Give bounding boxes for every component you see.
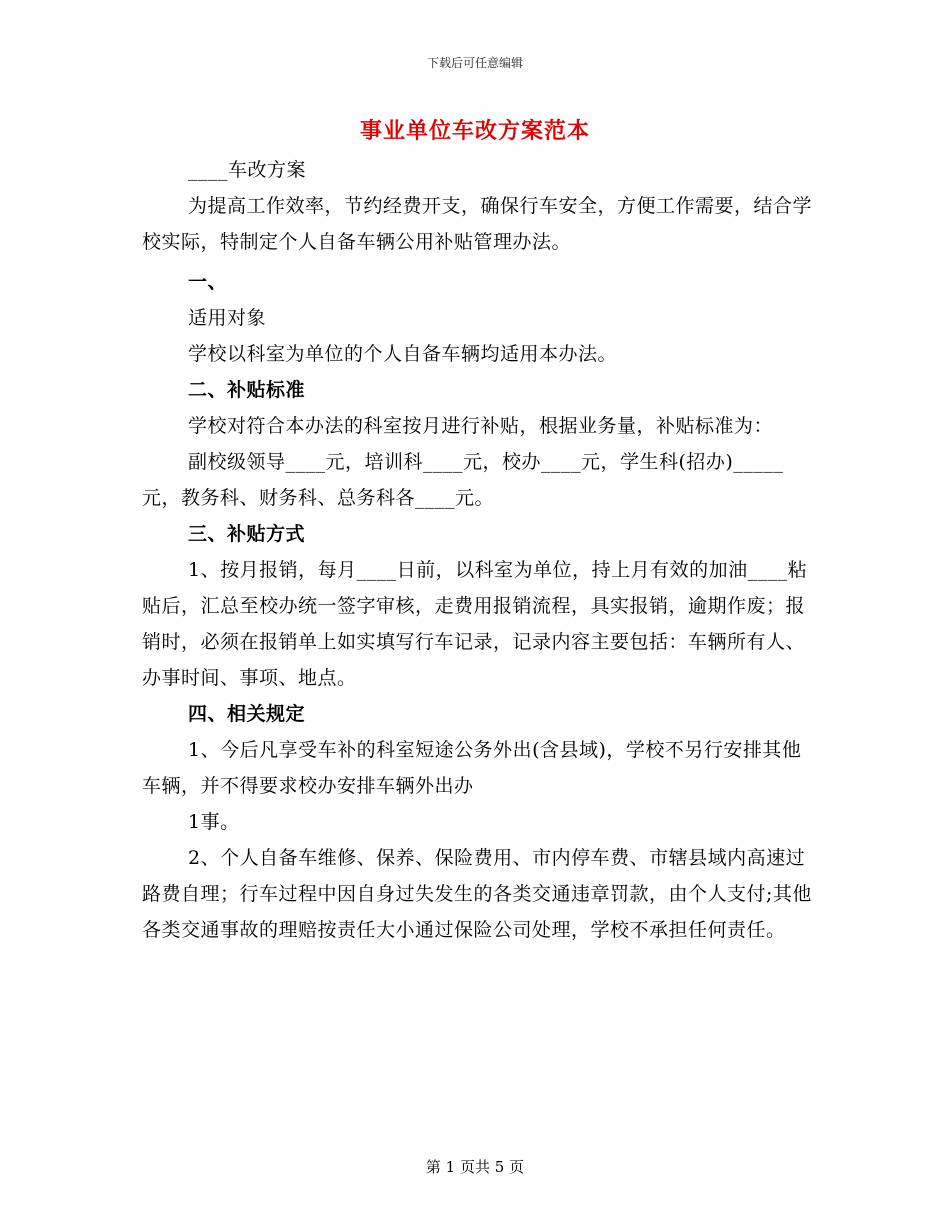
paragraph-rule-two: 2、个人自备车维修、保养、保险费用、市内停车费、市辖县域内高速过路费自理；行车过程中因自身过失发生的各类交通违章罚款，由个人支付;其他各类交通事故的理赔按责任大小通过保险公司处理，学校不承担任何责任。 xyxy=(142,847,812,941)
paragraph-standard: 学校对符合本办法的科室按月进行补贴，根据业务量，补贴标准为： xyxy=(188,415,774,437)
section-heading-four: 四、相关规定 xyxy=(188,703,306,725)
paragraph-amounts: 副校级领导____元，培训科____元，校办____元，学生科(招办)_____元，教务科、财务科、总务科各____元。 xyxy=(142,451,784,509)
page-number: 第 1 页共 5 页 xyxy=(425,1158,525,1176)
paragraph-rule-one-cont: 1事。 xyxy=(188,811,240,833)
document-title: 事业单位车改方案范本 xyxy=(359,119,590,144)
section-heading-three: 三、补贴方式 xyxy=(188,523,306,545)
paragraph-scope-label: 适用对象 xyxy=(188,307,267,329)
paragraph-plan-name: ____车改方案 xyxy=(188,159,307,181)
section-heading-one: 一、 xyxy=(188,271,228,293)
document-body xyxy=(142,152,812,948)
paragraph-intro: 为提高工作效率，节约经费开支，确保行车安全，方便工作需要，结合学校实际，特制定个人自备车辆公用补贴管理办法。 xyxy=(142,195,813,253)
paragraph-reimbursement: 1、按月报销，每月____日前，以科室为单位，持上月有效的加油____粘贴后，汇总至校办统一签字审核，走费用报销流程，具实报销，逾期作废；报销时，必须在报销单上如实填写行车记录，记录内容主要包括：车辆所有人、办事时间、事项、地点。 xyxy=(142,559,808,689)
section-heading-two: 二、补贴标准 xyxy=(188,379,306,401)
paragraph-scope: 学校以科室为单位的个人自备车辆均适用本办法。 xyxy=(188,343,618,365)
paragraph-rule-one: 1、今后凡享受车补的科室短途公务外出(含县域)，学校不另行安排其他车辆，并不得要求校办安排车辆外出办 xyxy=(142,739,802,797)
header-note: 下载后可任意编辑 xyxy=(426,56,523,70)
